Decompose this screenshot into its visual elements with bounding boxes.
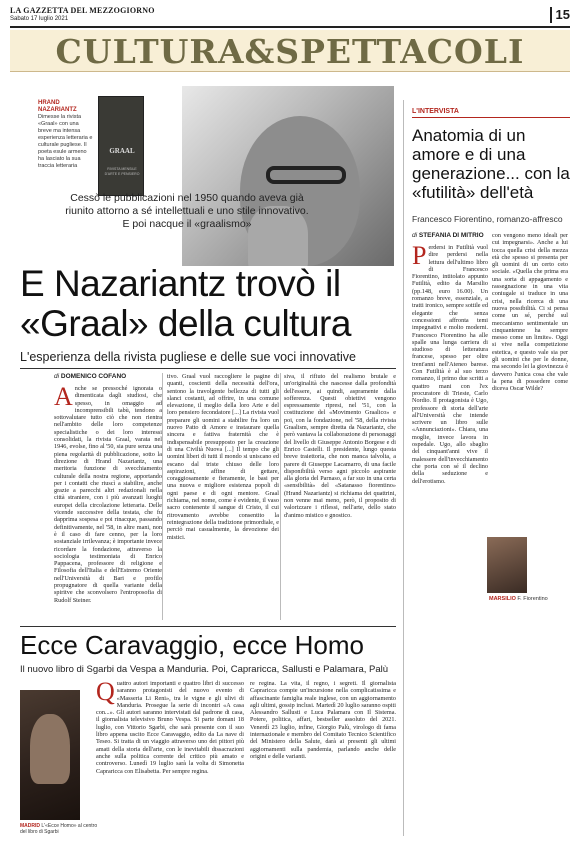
dropcap: Q xyxy=(96,680,115,706)
main-subhead: L'esperienza della rivista pugliese e delle sue voci innovative xyxy=(20,350,356,364)
hero-caption xyxy=(38,100,93,170)
book-subtitle: RIVISTA MENSILE D'ARTE E PENSIERO xyxy=(104,167,140,176)
main-column-1 xyxy=(54,385,162,620)
page-number: 15 xyxy=(550,7,570,23)
interview-subhead: Francesco Fiorentino, romanzo-affresco xyxy=(412,214,563,224)
interview-col2-text: con vengono meno ideali per cui impegnarsi». Anche a lui tocca quella crisi della mezza età che spesso si presenta per gli uomini di un certo ceto sociale. «Quella che prima era una sorta di appagamento e rassegnazione in una vita coniugale si traduce in una crisi, nella ricerca di una nuova possibilità. Ci si pensa come un sé, perché sul meccanismo sentimentale un cinquantenne ha sempre messo come un limite». Oggi si vive nella competizione estetica, e questo vale sia per gli uomini che per le donne, ma secondo lei la giovinezza è davvero l'unica cosa che vale la pena di possedere come diceva Oscar Wilde? xyxy=(492,232,568,393)
interview-sidebar xyxy=(403,100,570,836)
interview-byline xyxy=(412,232,484,239)
main-col2-text: tivo. Graal vuol raccogliere le pagine di quanti, coscienti della necessità dell'ora, sentono la travolgente bellezza di tutti gli slanci costanti, ad offrire, in una comune elevazione, il meglio della loro Arte e del loro pensiero fecondatore [...] La rivista vuol preparare gli uomini a stabilire fra loro un nuovo Patto di Amore e instaurare quella sincera e fattiva fraternità che è indispensabile presupposto per la creazione di una Civiltà Nuova [...] Il tempo che gli uomini liberi di tutti il mondo si uniscano ed escano dal triste chiuso delle loro aspirazioni, affine di gettare, coraggiosamente e fieramente, le basi per una nuova e migliore esistenza popoli di ogni paese e di ogni mentore. Graal richiama, nel nome, come è evidente, il vaso sacro contenente il sangue di Cristo, il cui ritrovamento avrebbe consentito la reintegrazione della tradizione primordiale, e perciò mai casualmente, la devozione dei mistici. xyxy=(167,373,279,541)
caravaggio-headline: Ecce Caravaggio, ecce Homo xyxy=(20,630,364,660)
column-rule xyxy=(280,373,281,620)
byline-name: STEFANIA DI MITRIO xyxy=(418,232,484,239)
caravaggio-column-2 xyxy=(250,680,396,835)
main-col3-text: siva, il rifiuto del realismo brutale e un'originalità che nascesse dalla profondità dell'essere, ai quindi, aspramente dalla sofferenza. Questi obiettivi vengono espressamente ripresi, nel '51, con la costituzione del «Movimento Graalico» e poi, con la fondazione, nel '58, della rivista Graalism, sempre diretta da Nazariantz, che però vantava la collaborazione di personaggi del livello di Giuseppe Antonio Borgese e di Enrico Castelli. Il presidente, lungo questa breve traiettoria, che non manca talvolta, a parere di Giuseppe Lacamarro, di una facile disponibilità verso agni piccolo aspirante alla gloria del Parnaso, a far suo in una certa «sensibilità» del «Satanasso fiorentino» (Hrand Nazariantz) si richiama dei quattrini, non venne mai meno, però, il proposito di valorizzare i riflessi, nell'arte, dello stato d'animo mistico e gnostico. xyxy=(284,373,396,519)
interview-headline: Anatomia di un amore e di una generazione... con la «futilità» dell'età xyxy=(412,126,570,202)
author-photo xyxy=(487,537,527,593)
issue-date: Sabato 17 luglio 2021 xyxy=(10,16,69,22)
interview-column-2 xyxy=(492,232,568,532)
painting-caption xyxy=(20,823,100,835)
interview-col1-text: erdersi in Futilità vuol dire perdersi nella lettura dell'ultimo libro di Francesco Fiorentino, intitolato appunto Futilità, edito da Marsilio (pp.148, euro 16.00). Un romanzo breve, essenziale, a tratti ironico, sempre sottile ed elegante che senza concessioni affronta temi impegnativi e molto moderni. Francesco Fiorentino ha alle spalle una lunga carriera di studioso di letteratura francese, spesso per oltre trent'anni nell'Ateneo barese. Con Futilità è al suo terzo romanzo, il primo due scritti a quattro mani con l'ex procuratore di Trieste, Carlo Nordio. Il protagonista è Ugo, professore di storia dell'arte all'Università che intende scrivere un libro sulle «Annunciazioni». Chiara, una moglie, invece lavora in ospedale. Ugo, allo sbaglio del cinquant'anni vive il malessere dell'invecchiamento che porta con sé il declino della seduzione e dell'erotismo. xyxy=(412,244,488,485)
dropcap: A xyxy=(54,385,73,411)
painting-caption-text: L'«Ecce Homo» al centro del libro di Sgarbi xyxy=(20,823,98,835)
author-photo-caption xyxy=(489,596,548,602)
caravaggio-subhead: Il nuovo libro di Sgarbi da Vespa a Manduria. Poi, Capraricca, Sallusti e Palamara, Palù xyxy=(20,664,389,675)
caravaggio-column-1 xyxy=(96,680,244,835)
newspaper-name: LA GAZZETTA DEL MEZZOGIORNO xyxy=(10,6,155,15)
photo-caption-name: F. Fiorentino xyxy=(517,596,548,602)
portrait-glasses xyxy=(266,166,346,184)
divider xyxy=(20,368,396,369)
painting-figure xyxy=(30,714,70,784)
book-title: GRAAL xyxy=(109,147,135,155)
photo-caption-label: MARSILIO xyxy=(489,596,516,602)
interview-column-1 xyxy=(412,244,488,834)
dropcap: P xyxy=(412,244,427,270)
interview-tag: L'INTERVISTA xyxy=(412,108,570,118)
byline-prefix: di xyxy=(54,373,60,380)
main-byline xyxy=(54,373,126,380)
byline-name: DOMENICO COFANO xyxy=(60,373,127,380)
byline-prefix: di xyxy=(412,232,418,239)
caravaggio-col1-text: uattro autori importanti e quattro libri di successo saranno protagonisti del nuovo evento di «Masseria Li Reni», tra le vigne e gli ulivi di Manduria. Prosegue la serie di incontri «A casa con...». Gli autori saranno intervistati dal padrone di casa, il giornalista televisivo Bruno Vespa. Si parte domani 18 luglio, con Vittorio Sgarbi, che sarà presente con il suo libro appena uscito Ecce Caravaggio, edito da La nave di Teseo. Si tratta di un viaggio attraverso uno dei pittori più amati della storia dell'arte, con le inevitabili dissacrazioni anche sulla politica corrente del critico più amato e controverso. Lunedì 19 luglio sarà la volta di Simonetta Capraricca con Elisabetta. Per sempre regina. xyxy=(96,680,244,775)
article-deck: Cessò le pubblicazioni nel 1950 quando aveva già riunito attorno a sé intellettuali e uno stile innovativo. E poi nacque il «graalismo» xyxy=(65,192,309,230)
painting-caption-label: MADRID xyxy=(20,823,40,829)
masthead xyxy=(10,6,570,28)
section-banner xyxy=(10,30,570,72)
hero-caption-title: HRAND NAZARIANTZ xyxy=(38,100,77,113)
main-column-3 xyxy=(284,373,396,620)
main-headline: E Nazariantz trovò il «Graal» della cultura xyxy=(20,263,351,344)
hero-caption-text: Dimesse la rivista «Graal» con una breve ma intensa esperienza letteraria e culturale pugliese. Il poeta esule armeno ha lasciato la sua traccia letteraria xyxy=(38,114,93,169)
main-col1-text: nche se pressoché ignorata o dimenticata dagli studiosi, che spesso, in omaggio ad incomprensibili tabù, tendono a sottovalutare tutto ciò che non rientra nell'ambito delle loro competenze specialistiche o dei loro interessi consolidati, la rivista Graal, varata nel 1946, evolse, fino al '50, sia pure senza una piena regolarità di pubblicazione, sotto la direzione di Hrand Nazariantz, una meritoria funzione di svecchiamento culturale della nostra regione, apportando per i contatti che riuscì a stabilire, anche grazie a parecchi altri redazionali nella città straniere, con i più avanzati luoghi europei della circolazione letteraria. Delle vicende successive della testata, che fu dapprima sospesa e poi rinacque, passando definitivamente, nel '58, in altre mani, non è il caso di fare cenno, per la loro sostanziale irrilevanza; è importante invece ricordare la fondazione, attraverso la sociologia testimoniata di Enrico Pappacena, professore di religione e Filosofia dell'Italia e dell'Estremo Oriente nell'Università di Bari e profilo propugnatore di quella variante della spiritve che sconvolsero l'entroposofia di Rudolf Steiner. xyxy=(54,385,162,604)
graal-magazine-cover xyxy=(98,96,144,196)
section-title: CULTURA&SPETTACOLI xyxy=(55,32,525,71)
main-column-2 xyxy=(167,373,279,620)
column-rule xyxy=(162,373,163,620)
nazariantz-portrait xyxy=(182,86,394,266)
caravaggio-col2-text: re regina. La vita, il regno, i segreti. Il giornalista Capraricca compie un'incursione nella complicatissima e affascinante famiglia reale inglese, con un aggiornamento agli ultimi, gossip inclusi. Martedì 20 luglio saranno ospiti Alessandro Sallusti e Luca Palamara con Il Sistema. Potere, politica, affari, bestseller assoluto del 2021. Venerdì 23 luglio, infine, Giorgio Palù, virologo di fama internazionale e membro del Comitato Tecnico Scientifico del Ministero della Salute, darà ai presenti gli ultimi aggiornamenti sulla pandemia, parlando anche delle origini e delle varianti. xyxy=(250,680,396,760)
ecce-homo-painting xyxy=(20,690,80,820)
divider xyxy=(20,626,396,627)
